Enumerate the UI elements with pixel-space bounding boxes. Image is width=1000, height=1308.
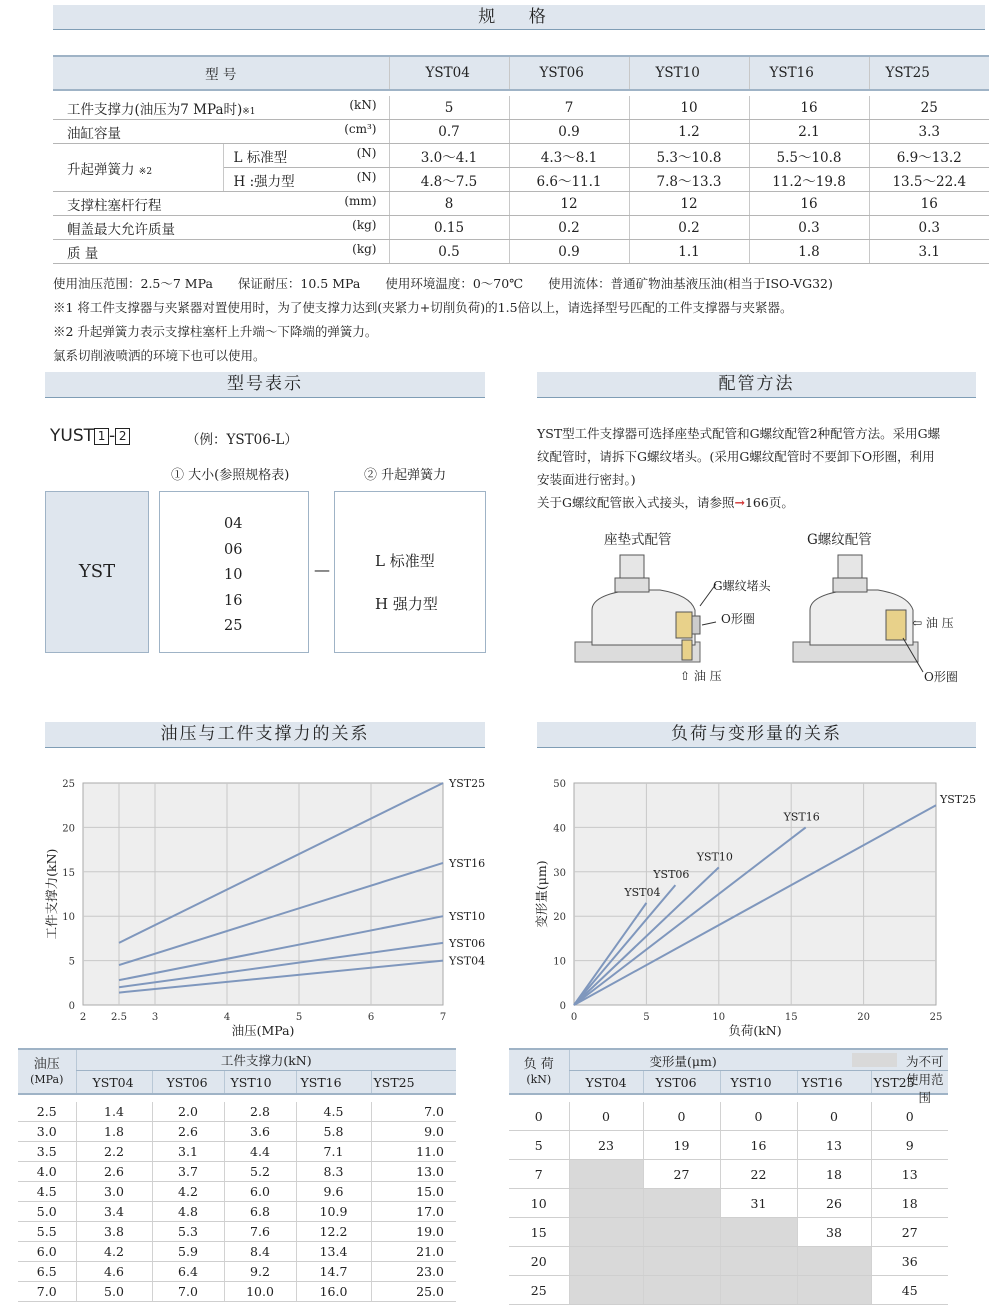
note-line: ※1 将工件支撑器与夹紧器对置使用时，为了使支撑力达到(夹紧力+切削负荷)的1.5倍以上，请选择型号匹配的工件支撑器与夹紧器。: [53, 300, 793, 315]
spec-cell: 1.8: [749, 240, 869, 264]
thread-piping-figure: [793, 555, 923, 672]
table-cell: [569, 1160, 643, 1189]
y-axis-label: 变形量(μm): [534, 860, 549, 928]
x-tick-label: 3: [151, 1012, 159, 1023]
table2-model: YST25: [871, 1071, 948, 1095]
table1-group: 工件支撑力(kN): [76, 1049, 456, 1071]
table-cell: 9: [871, 1131, 948, 1160]
table-cell: [569, 1276, 643, 1305]
row-key-cell: 2.5: [18, 1102, 76, 1122]
table1-col1-unit: (MPa): [30, 1072, 64, 1086]
table-cell: 16.0: [296, 1282, 371, 1302]
table-cell: 7.0: [152, 1282, 224, 1302]
spec-row-support-force: [53, 96, 989, 120]
table2-col1-label: 负 荷: [523, 1056, 554, 1072]
table-cell: 23.0: [371, 1262, 456, 1282]
table-cell: [569, 1218, 643, 1247]
table-cell: 14.7: [296, 1262, 371, 1282]
table-cell: 2.2: [76, 1142, 152, 1162]
table-cell: 4.8: [152, 1202, 224, 1222]
x-tick-label: 20: [857, 1012, 870, 1023]
table-cell: 8.4: [224, 1242, 296, 1262]
spec-sublabel: L 标准型: [233, 149, 288, 166]
spec-row-cap-mass: [53, 216, 989, 240]
table-cell: 12.2: [296, 1222, 371, 1242]
plot-area: [83, 783, 443, 1005]
row-key-cell: 7: [509, 1160, 569, 1189]
x-tick-label: 2: [79, 1012, 87, 1023]
note-line: 使用油压范围：2.5～7 MPa 保证耐压：10.5 MPa 使用环境温度：0～70℃ 使用流体：普通矿物油基液压油(相当于ISO-VG32): [53, 276, 833, 291]
model-series: YST: [78, 561, 116, 582]
note-mark: ※2: [138, 166, 153, 177]
table-cell: 5.9: [152, 1242, 224, 1262]
spec-row-cylinder-capacity: [53, 120, 989, 144]
spec-cell: 0.2: [509, 216, 629, 240]
table2-legend: 为不可使用范围: [905, 1054, 944, 1105]
table-pressure-force: [18, 1048, 456, 1302]
piping-title: 配管方法: [537, 372, 976, 398]
row-key-cell: 7.0: [18, 1282, 76, 1302]
chart2-title: 负荷与变形量的关系: [537, 722, 976, 748]
spec-cell: 16: [749, 192, 869, 216]
table2-col1-unit: (kN): [526, 1072, 552, 1086]
table-cell: 19.0: [371, 1222, 456, 1242]
table-row: [18, 1122, 456, 1142]
table-cell: 2.6: [76, 1162, 152, 1182]
y-axis-label: 工件支撑力(kN): [44, 848, 59, 940]
table-cell: 6.8: [224, 1202, 296, 1222]
chart-pressure-force: [20, 770, 490, 1042]
x-tick-label: 25: [929, 1012, 943, 1023]
series-label-yst10: YST10: [449, 910, 486, 924]
table-cell: 0: [643, 1102, 720, 1131]
table-cell: 9.6: [296, 1182, 371, 1202]
table-cell: [720, 1247, 797, 1276]
table-cell: [797, 1276, 871, 1305]
table-row: [509, 1247, 948, 1276]
y-tick-label: 10: [553, 956, 566, 968]
table-cell: 3.8: [76, 1222, 152, 1242]
spec-cell: 0.7: [389, 120, 509, 144]
spec-label: 工件支撑力(油压为7 MPa时): [67, 101, 243, 118]
spec-cell: 0.2: [629, 216, 749, 240]
spec-label: 支撑柱塞杆行程: [67, 197, 162, 214]
series-label-yst16: YST16: [449, 856, 486, 870]
table-row: [509, 1218, 948, 1247]
y-tick-label: 20: [62, 823, 75, 835]
table1-model: YST04: [76, 1071, 152, 1095]
table-cell: 7.6: [224, 1222, 296, 1242]
model-spring-label: ② 升起弹簧力: [364, 468, 447, 483]
table-cell: 8.3: [296, 1162, 371, 1182]
spec-header-model: 型 号: [53, 56, 389, 90]
table-row: [509, 1189, 948, 1218]
table-cell: 6.0: [224, 1182, 296, 1202]
table-cell: [569, 1247, 643, 1276]
piping-text-line: 纹配管时，请拆下G螺纹堵头。(采用G螺纹配管时不要卸下O形圈，利用: [537, 449, 935, 464]
spec-cell: 0.3: [749, 216, 869, 240]
spec-cell: 12: [629, 192, 749, 216]
table-cell: 36: [871, 1247, 948, 1276]
table-cell: 45: [871, 1276, 948, 1305]
spec-cell: 5.5～10.8: [749, 144, 869, 168]
table-row: [509, 1276, 948, 1305]
spec-label: 升起弹簧力: [67, 161, 135, 178]
spec-header-yst06: YST06: [509, 56, 629, 90]
table2-model: YST10: [720, 1071, 797, 1095]
series-label-yst25: YST25: [940, 793, 977, 807]
table-cell: 3.7: [152, 1162, 224, 1182]
table-cell: 4.2: [152, 1182, 224, 1202]
table1-model: YST06: [152, 1071, 224, 1095]
size-option: 04: [224, 516, 243, 532]
size-option: 06: [224, 541, 243, 558]
table-cell: 9.2: [224, 1262, 296, 1282]
table-cell: 7.1: [296, 1142, 371, 1162]
series-label-yst06: YST06: [653, 868, 690, 882]
spec-row-mass: [53, 240, 989, 264]
pad-piping-figure: [575, 555, 716, 662]
table-cell: 2.0: [152, 1102, 224, 1122]
spec-unit: (kg): [352, 217, 377, 232]
spec-cell: 4.8～7.5: [389, 168, 509, 192]
piping-ref-page[interactable]: 166页。: [744, 495, 794, 510]
series-label-yst10: YST10: [696, 850, 733, 864]
table-cell: 10.0: [224, 1282, 296, 1302]
model-series-box: [45, 491, 149, 653]
row-key-cell: 20: [509, 1247, 569, 1276]
piping-text-line: 安装面进行密封。): [537, 472, 636, 487]
table-cell: 31: [720, 1189, 797, 1218]
table-cell: [643, 1189, 720, 1218]
x-tick-label: 7: [439, 1012, 447, 1023]
spec-cell: 0.9: [509, 240, 629, 264]
model-code-dash: -: [109, 426, 116, 446]
spec-notes: [53, 272, 833, 368]
fig1-title: 座垫式配管: [604, 532, 672, 548]
table1-model: YST16: [296, 1071, 371, 1095]
spec-cell: 6.9～13.2: [869, 144, 989, 168]
table-row: [18, 1282, 456, 1302]
ref-arrow-icon: →: [734, 495, 745, 510]
table2-model: YST06: [643, 1071, 720, 1095]
x-tick-label: 15: [784, 1012, 798, 1023]
series-label-yst04: YST04: [449, 954, 486, 968]
table-row: [509, 1102, 948, 1131]
table-row: [18, 1162, 456, 1182]
table-row: [18, 1262, 456, 1282]
table-cell: 4.5: [296, 1102, 371, 1122]
table-cell: 18: [797, 1160, 871, 1189]
spec-cell: 7.8～13.3: [629, 168, 749, 192]
spec-sublabel: H :强力型: [233, 173, 295, 190]
table-cell: 19: [643, 1131, 720, 1160]
model-code-box2: 2: [115, 428, 130, 445]
table-cell: 38: [797, 1218, 871, 1247]
spring-option: L 标准型: [375, 552, 435, 570]
table-cell: [643, 1218, 720, 1247]
table-cell: 13.0: [371, 1162, 456, 1182]
spec-unit: (N): [356, 169, 377, 184]
table-row: [18, 1242, 456, 1262]
table-cell: 1.8: [76, 1122, 152, 1142]
spec-cell: 11.2～19.8: [749, 168, 869, 192]
table-cell: 25.0: [371, 1282, 456, 1302]
table-cell: 2.8: [224, 1102, 296, 1122]
spec-cell: 13.5～22.4: [869, 168, 989, 192]
fig1-oring-label: O形圈: [721, 612, 755, 626]
spec-cell: 0.3: [869, 216, 989, 240]
spec-row-stroke: [53, 192, 989, 216]
table-cell: 9.0: [371, 1122, 456, 1142]
row-key-cell: 10: [509, 1189, 569, 1218]
table-cell: 3.6: [224, 1122, 296, 1142]
table-cell: 5.2: [224, 1162, 296, 1182]
table-cell: 3.1: [152, 1142, 224, 1162]
y-tick-label: 10: [62, 912, 75, 924]
table-cell: 5.8: [296, 1122, 371, 1142]
table-cell: 2.6: [152, 1122, 224, 1142]
spec-cell: 3.1: [869, 240, 989, 264]
table-row: [509, 1160, 948, 1189]
y-tick-label: 15: [62, 867, 75, 879]
table-cell: 5.0: [76, 1282, 152, 1302]
table-cell: 6.4: [152, 1262, 224, 1282]
table-cell: 4.2: [76, 1242, 152, 1262]
x-tick-label: 0: [570, 1012, 578, 1023]
spec-cell: 8: [389, 192, 509, 216]
row-key-cell: 4.5: [18, 1182, 76, 1202]
x-tick-label: 2.5: [111, 1012, 127, 1023]
spec-cell: 0.5: [389, 240, 509, 264]
model-example: （例：YST06-L）: [186, 432, 298, 448]
series-label-yst25: YST25: [449, 777, 486, 790]
table-cell: [720, 1276, 797, 1305]
table-row: [18, 1222, 456, 1242]
table-row: [509, 1131, 948, 1160]
table2-legend-swatch: [852, 1053, 897, 1067]
spring-option: H 强力型: [375, 595, 438, 613]
table-cell: [569, 1189, 643, 1218]
table2-model: YST16: [797, 1071, 871, 1095]
spec-label: 帽盖最大允许质量: [67, 221, 175, 238]
model-title: 型号表示: [45, 372, 485, 398]
row-key-cell: 6.5: [18, 1262, 76, 1282]
table2-model: YST04: [569, 1071, 643, 1095]
spec-unit: (mm): [344, 193, 377, 208]
table-cell: 13.4: [296, 1242, 371, 1262]
table1-col1-label: 油压: [33, 1056, 60, 1072]
fig2-oring-label: O形圈: [924, 670, 958, 684]
spec-cell: 2.1: [749, 120, 869, 144]
x-axis-label: 负荷(kN): [728, 1023, 782, 1038]
spec-cell: 1.1: [629, 240, 749, 264]
spec-title: 规 格: [53, 5, 985, 30]
size-option: 10: [224, 567, 243, 583]
chart1-title: 油压与工件支撑力的关系: [45, 722, 485, 748]
table-cell: 4.4: [224, 1142, 296, 1162]
spec-cell: 4.3～8.1: [509, 144, 629, 168]
row-key-cell: 15: [509, 1218, 569, 1247]
table-cell: 0: [720, 1102, 797, 1131]
spec-header-yst04: YST04: [389, 56, 509, 90]
x-tick-label: 10: [712, 1012, 726, 1023]
x-tick-label: 4: [223, 1012, 231, 1023]
series-label-yst04: YST04: [624, 885, 661, 899]
table-cell: 15.0: [371, 1182, 456, 1202]
table-cell: 13: [871, 1160, 948, 1189]
x-tick-label: 5: [643, 1012, 650, 1023]
spec-header-yst25: YST25: [869, 56, 989, 90]
x-tick-label: 6: [367, 1012, 375, 1023]
table-cell: 26: [797, 1189, 871, 1218]
y-tick-label: 40: [553, 823, 566, 835]
spec-unit: (cm³): [344, 121, 377, 136]
table-cell: 0: [871, 1102, 948, 1131]
row-key-cell: 25: [509, 1276, 569, 1305]
spec-unit: (kg): [352, 241, 377, 256]
row-key-cell: 3.0: [18, 1122, 76, 1142]
size-option: 25: [224, 618, 243, 634]
table-cell: 22: [720, 1160, 797, 1189]
table-row: [18, 1142, 456, 1162]
note-line: ※2 升起弹簧力表示支撑柱塞杆上升端～下降端的弹簧力。: [53, 324, 378, 339]
table-cell: 10.9: [296, 1202, 371, 1222]
table-load-deformation: [509, 1048, 948, 1305]
model-dash: —: [314, 560, 330, 579]
size-option: 16: [224, 592, 243, 609]
table-row: [18, 1182, 456, 1202]
table-cell: 5.3: [152, 1222, 224, 1242]
y-tick-label: 25: [62, 779, 75, 790]
spec-cell: 3.0～4.1: [389, 144, 509, 168]
model-code-box1: 1: [94, 428, 109, 445]
y-tick-label: 0: [559, 1001, 566, 1012]
spec-cell: 0.15: [389, 216, 509, 240]
spec-unit: (N): [356, 145, 377, 160]
piping-text-line: YST型工件支撑器可选择座垫式配管和G螺纹配管2种配管方法。采用G螺: [537, 426, 941, 441]
spec-label: 油缸容量: [67, 125, 121, 142]
spec-cell: 6.6～11.1: [509, 168, 629, 192]
model-size-box: [159, 491, 309, 653]
table-row: [18, 1202, 456, 1222]
table-cell: 23: [569, 1131, 643, 1160]
spec-unit: (kN): [349, 97, 377, 112]
table-cell: [797, 1247, 871, 1276]
table1-model: YST10: [224, 1071, 296, 1095]
table-cell: 7.0: [371, 1102, 456, 1122]
table2-group: 变形量(μm): [649, 1054, 717, 1069]
piping-ref: 关于G螺纹配管嵌入式接头，请参照: [537, 495, 735, 510]
table-cell: 16: [720, 1131, 797, 1160]
spec-cell: 16: [749, 96, 869, 120]
spec-cell: 10: [629, 96, 749, 120]
model-size-label: ① 大小(参照规格表): [171, 468, 290, 483]
series-label-yst16: YST16: [783, 810, 820, 824]
table-cell: 18: [871, 1189, 948, 1218]
y-tick-label: 20: [553, 912, 566, 924]
row-key-cell: 3.5: [18, 1142, 76, 1162]
row-key-cell: 5.0: [18, 1202, 76, 1222]
spec-cell: 16: [869, 192, 989, 216]
fig1-plug-label: G螺纹堵头: [713, 579, 771, 593]
table-cell: 11.0: [371, 1142, 456, 1162]
spec-cell: 3.3: [869, 120, 989, 144]
series-label-yst06: YST06: [449, 936, 486, 950]
model-code-prefix: YUST: [50, 426, 95, 446]
table-cell: 0: [569, 1102, 643, 1131]
spec-row-spring-l: [53, 144, 989, 168]
table-cell: 3.4: [76, 1202, 152, 1222]
chart-load-deformation: [520, 770, 990, 1042]
spec-header-yst10: YST10: [629, 56, 749, 90]
spec-cell: 0.9: [509, 120, 629, 144]
table-cell: 27: [871, 1218, 948, 1247]
note-mark: ※1: [242, 106, 256, 117]
table-cell: 0: [797, 1102, 871, 1131]
fig2-title: G螺纹配管: [807, 532, 872, 548]
table-cell: [643, 1276, 720, 1305]
table-cell: [643, 1247, 720, 1276]
fig2-oil-label: ⇦ 油 压: [912, 616, 954, 630]
note-line: 氯系切削液喷洒的环境下也可以使用。: [53, 348, 266, 363]
y-tick-label: 30: [553, 867, 566, 879]
y-tick-label: 5: [68, 956, 75, 968]
table-cell: 21.0: [371, 1242, 456, 1262]
spec-cell: 25: [869, 96, 989, 120]
table-cell: 13: [797, 1131, 871, 1160]
piping-text: [537, 422, 987, 514]
row-key-cell: 0: [509, 1102, 569, 1131]
model-spring-box: [334, 491, 486, 653]
spec-cell: 7: [509, 96, 629, 120]
table-cell: 3.0: [76, 1182, 152, 1202]
model-code: [50, 426, 130, 446]
spec-cell: 5: [389, 96, 509, 120]
table-cell: [720, 1218, 797, 1247]
table-cell: 17.0: [371, 1202, 456, 1222]
table-cell: 27: [643, 1160, 720, 1189]
row-key-cell: 5.5: [18, 1222, 76, 1242]
spec-header-yst16: YST16: [749, 56, 869, 90]
x-axis-label: 油压(MPa): [231, 1023, 295, 1038]
table-row: [18, 1102, 456, 1122]
spec-cell: 5.3～10.8: [629, 144, 749, 168]
table1-model: YST25: [371, 1071, 456, 1095]
y-tick-label: 50: [553, 779, 566, 790]
spec-cell: 1.2: [629, 120, 749, 144]
spec-cell: 12: [509, 192, 629, 216]
y-tick-label: 0: [68, 1001, 75, 1012]
fig1-oil-label: ⇧ 油 压: [680, 669, 722, 683]
row-key-cell: 5: [509, 1131, 569, 1160]
row-key-cell: 4.0: [18, 1162, 76, 1182]
spec-label: 质 量: [67, 245, 99, 262]
row-key-cell: 6.0: [18, 1242, 76, 1262]
table-cell: 4.6: [76, 1262, 152, 1282]
table-cell: 1.4: [76, 1102, 152, 1122]
x-tick-label: 5: [295, 1012, 303, 1023]
spec-table: [53, 55, 989, 264]
